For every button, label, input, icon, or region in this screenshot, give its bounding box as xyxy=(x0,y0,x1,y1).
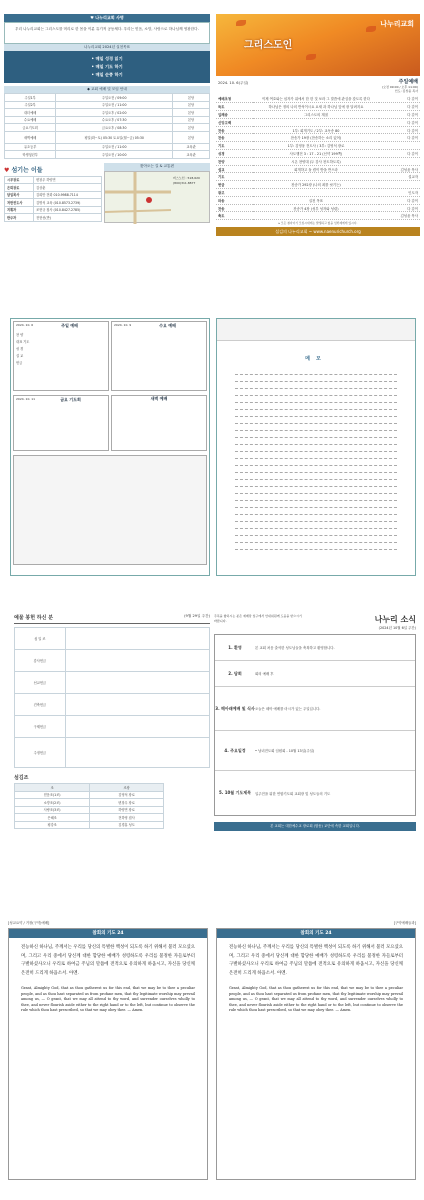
order-item-content: 그리스도의 계절 xyxy=(253,111,379,119)
table-row: 조 조장 xyxy=(15,784,164,792)
order-item-content: 1부: 김영웅 전도사 / 3부: 김영석 장로 xyxy=(253,142,379,150)
table-row: 소망조(2조) 변창우 장로 xyxy=(15,799,164,807)
mission-header: ♥ 나누리교회 사명 xyxy=(4,14,210,22)
memo-header-box xyxy=(217,319,415,341)
bulletin-date: 2024. 10. 6(주일) xyxy=(218,81,249,85)
staff-title: ♥ 섬기는 이들 xyxy=(4,166,43,174)
order-item-content xyxy=(253,189,379,197)
order-item-content: 회개하고 돌 켬이 받을 반으라 xyxy=(253,165,379,173)
order-item-label: 찬송 xyxy=(216,126,253,134)
table-row xyxy=(216,212,420,220)
footer-banner: 섬김의 나누리교회 ~ www.naenurichurch.org xyxy=(216,227,420,236)
table-row xyxy=(216,95,420,103)
duty-panel xyxy=(10,318,210,576)
list-item: 1. 환영 본 교회 처음 출석한 성도님들을 축복하고 환영합니다. xyxy=(215,635,415,661)
friday-duty: 2024. 10. 11 금요 기도회 xyxy=(13,395,109,451)
order-item-content: 1부: 회개기도 / 2부: 교독송 80 xyxy=(253,126,379,134)
order-item-leader: 설교자 xyxy=(379,173,420,181)
news-list xyxy=(214,634,416,816)
staff-table xyxy=(4,176,102,222)
order-item-leader: 다 같이 xyxy=(379,204,420,212)
order-item-leader: 다 같이 xyxy=(379,103,420,111)
table-row: 금요기도회 금요오후 / 08:30 본당 xyxy=(5,124,210,132)
prayer-title: 참회의 기도 24 xyxy=(217,929,415,938)
list-item: 2. 담회 회의 예배 후 xyxy=(215,661,415,687)
table-row: 믿음조(1조) 김영석 장로 xyxy=(15,791,164,799)
order-item-content xyxy=(253,118,379,126)
prayer-right-label: [구약예배들과] xyxy=(393,921,416,925)
order-item-label: 성경 xyxy=(216,150,253,158)
order-item-leader: 다 같이 xyxy=(379,126,420,134)
order-item-content xyxy=(253,173,379,181)
order-item-label: 독도 xyxy=(216,103,253,111)
order-item-label: 기도 xyxy=(216,173,253,181)
order-item-label: 기도 xyxy=(216,142,253,150)
order-item-label: 헌금 xyxy=(216,181,253,189)
table-row: 수요예배 수요오후 / 07:30 본당 xyxy=(5,116,210,124)
vision-item: • 매일 기도 하기 xyxy=(91,64,123,69)
table-row xyxy=(216,173,420,181)
list-item: 4. 주요일정 • 남녀전도회 임원회 - 10월 13일(주일) xyxy=(215,731,415,771)
order-item-leader: 다 같이 xyxy=(379,150,420,158)
bus-info: 버스노선 : 518,620 xyxy=(173,175,200,180)
table-row: 저반전도사 김명석 교육 (010.8573.2739) xyxy=(5,199,102,207)
news-footer: 본 교회는 대한예수교 장로회 (합동) 교단에 속한 교회입니다. xyxy=(214,822,416,831)
order-item-label: 신앙고백 xyxy=(216,118,253,126)
list-item: 3. 헤아래예배 및 식사 오늘은 헤아 예배를 마시가 있는 주일입니다. xyxy=(215,687,415,731)
table-row: 주정헌금 xyxy=(15,738,210,768)
prayer-left xyxy=(8,928,208,1180)
vision-item: • 매일 순종 하기 xyxy=(91,72,123,77)
prayer-korean: 전능하신 하나님, 주께서는 우리를 당신의 특별한 백성이 되도록 하기 위해서 불러 모으셨으며, 그리고 우리 중에서 당신께 대한 합당한 예배가 성령하도록 우리를 불정한 자들로부터 구별하셨사오니 우리로 하여금 주님의 말씀에 전적으로 유의하게 하옵시고, 자신을 당신께 온전히 드리게 하옵소서. 아멘. xyxy=(229,945,403,976)
order-item-content: 찬송가 4장 (성부 성자와 성령) xyxy=(253,204,379,212)
memo-lines xyxy=(217,362,415,556)
vision-list xyxy=(4,51,210,83)
order-item-label: 파송 xyxy=(216,196,253,204)
table-row: 담임목사 김희만 전화 010.9988.7114 xyxy=(5,191,102,199)
order-item-leader xyxy=(379,181,420,189)
bulletin-front xyxy=(0,0,424,300)
table-row: 건축헌금 xyxy=(15,694,210,716)
service-title: 주일예배 xyxy=(398,79,418,85)
order-item-label: 예배초청 xyxy=(216,95,253,103)
order-item-leader: 다 같이 xyxy=(379,196,420,204)
vision-header: 나누리교회 2024년 실천목표 xyxy=(4,44,210,51)
cover-banner xyxy=(216,14,420,76)
banner-title: 그리스도인 xyxy=(244,40,293,51)
order-item-leader: 다 같이 xyxy=(379,111,420,119)
duty-sheet xyxy=(0,300,424,600)
order-item-content: 찬송가 292장 (나의 죄를 씻기는) xyxy=(253,181,379,189)
order-item-label: 광고 xyxy=(216,189,253,197)
duty-grid xyxy=(13,455,207,565)
order-item-leader: 김성윤 목사 xyxy=(379,212,420,220)
table-row xyxy=(216,111,420,119)
right-column xyxy=(216,14,420,236)
offering-table xyxy=(14,627,210,768)
order-item-content: 실천 목표 xyxy=(253,196,379,204)
table-row: 주일2부 주일오전 / 11:00 본당 xyxy=(5,101,210,109)
offering-title: 예물 봉헌 하신 분 xyxy=(14,615,54,621)
vision-item: • 매일 성경 읽기 xyxy=(91,56,123,61)
news-sheet xyxy=(0,600,424,900)
news-title: 나누리 소식 xyxy=(374,615,416,624)
order-item-leader: 다 같이 xyxy=(379,95,420,103)
prayer-english: Grant, Almighty God, that as thou gatherest us for this end, that we may be to thee a peculiar people, and as thou hast separated us from profane men, that thy legitimate worship may prevail among us, — O grant, that we may all attend to thy word, and surrender ourselves wholly to thee, and never flourish aside either to the right hand or to the left, but continue to observe the rule which thou hast prescribed, so that we may obey thee. — Amen. xyxy=(229,986,403,1012)
prayer-right xyxy=(216,928,416,1180)
worship-table xyxy=(4,93,210,159)
table-row xyxy=(216,204,420,212)
table-row: 대더예배 주일오후 / 02:00 본당 xyxy=(5,109,210,117)
order-item-label: 설교 xyxy=(216,165,253,173)
table-row: 지휘자 조현규 집사 (010.8427.2785) xyxy=(5,206,102,214)
table-row xyxy=(216,142,420,150)
table-row xyxy=(216,118,420,126)
order-item-leader: 다 같이 xyxy=(379,134,420,142)
news-section xyxy=(214,614,416,831)
news-date: (2024년 10월 6일 주간) xyxy=(378,626,416,630)
service-time: (오전 09:00 / 오후 11:00) xyxy=(381,85,418,89)
order-item-leader xyxy=(379,157,420,165)
table-row: 구제헌금 xyxy=(15,716,210,738)
table-row xyxy=(216,103,420,111)
order-item-leader xyxy=(379,142,420,150)
table-row: 평강조 김경훈 성도 xyxy=(15,821,164,829)
order-of-worship xyxy=(216,95,420,220)
order-item-content: 하나님은 정의 나의 반석이시요 요새 과 하나님 앞에 장 달려지요 xyxy=(253,103,379,111)
order-item-content: 사도행전 3 : 17 - 21 (신약 199쪽) xyxy=(253,150,379,158)
prayer-sheet xyxy=(0,900,424,1200)
table-row: 선교헌금 xyxy=(15,672,210,694)
table-row xyxy=(216,165,420,173)
order-item-label: 축도 xyxy=(216,212,253,220)
table-row xyxy=(216,189,420,197)
table-row: 십 일 조 xyxy=(15,628,210,650)
table-row: 새벽예배 평일(화~토) 05:30 토요일(월~금) 05:30 본당 xyxy=(5,131,210,143)
church-map xyxy=(104,171,210,223)
table-row: 은퇴장로 김상춘 xyxy=(5,184,102,192)
dawn-duty: 새벽 예배 xyxy=(111,395,207,451)
left-column xyxy=(4,14,210,223)
offering-section xyxy=(14,614,210,829)
table-row xyxy=(216,134,420,142)
table-row xyxy=(216,126,420,134)
order-item-leader: 다 같이 xyxy=(379,118,420,126)
table-row xyxy=(216,196,420,204)
phone-info: (800)311.8877 xyxy=(173,180,196,185)
table-row: 주일1부 주일오전 / 09:00 본당 xyxy=(5,94,210,102)
order-item-label: 찬양 xyxy=(216,157,253,165)
table-row: 은혜조 전하영 집사 xyxy=(15,814,164,822)
order-item-leader: 인도자 xyxy=(379,189,420,197)
mission-text: 우리 나누리교회는 그리스도를 머리로 한 몸을 이룬 유기적 공동체다. 우리는 믿음, 소망, 사랑으로 하나님께 영광한다. xyxy=(4,22,210,44)
list-item: 5. 10월 기도제목 일주전을 위한 연합기도회 교회장 및 성도들의 기도 xyxy=(219,790,331,796)
order-item-label: 찬송 xyxy=(216,134,253,142)
table-row xyxy=(216,157,420,165)
serve-title: 섬김조 xyxy=(14,775,29,781)
order-item-content: 찬송가 19장 (찬송하는 소리 있어) xyxy=(253,134,379,142)
map-icon xyxy=(105,172,171,224)
church-logo: 나누리교회 xyxy=(380,20,414,28)
worship-header: ◆ 교회 예배 및 모임 안내 xyxy=(4,86,210,93)
table-row: 반주자 전현선(반) xyxy=(5,214,102,222)
memo-title: 메모 xyxy=(305,356,327,362)
prayer-korean: 전능하신 하나님, 주께서는 우리를 당신의 특별한 백성이 되도록 하기 위해서 불러 모으셨으며, 그리고 우리 중에서 당신께 대한 합당한 예배가 성령하도록 우리를 불정한 자들로부터 구별하셨사오니 우리로 하여금 주님의 말씀에 전적으로 유의하게 하옵시고, 자신을 당신께 온전히 드리게 하옵소서. 아멘. xyxy=(21,945,195,976)
table-row: 사랑조(3조) 하양연 장로 xyxy=(15,806,164,814)
table-row xyxy=(216,181,420,189)
map-title: 찾아오는 길 & 교통편 xyxy=(104,163,210,171)
order-note: ▸ 모든 철자이기 모임시대에는 발생하고 없을 입학제에게 있시다. xyxy=(278,221,358,226)
order-item-content: 시온 찬양대 (두 감사 찬트하도록) xyxy=(253,157,379,165)
table-row: 학생청년부 주일오전 / 10:00 교육관 xyxy=(5,151,210,159)
wednesday-duty: 2024. 10. 9 수요 예배 xyxy=(111,321,207,391)
sunday-duty: 2024. 10. 6 주일 예배 찬 양 대표 기도 성 경 설 교 헌금 xyxy=(13,321,109,391)
order-item-leader: 김성윤 목사 xyxy=(379,165,420,173)
table-row xyxy=(216,150,420,158)
table-row: 감사헌금 xyxy=(15,650,210,672)
order-item-label: 입례송 xyxy=(216,111,253,119)
table-row: 시무장로 변창우 하양연 xyxy=(5,176,102,184)
order-item-content xyxy=(253,212,379,220)
offering-date: (9월 29일 주간) xyxy=(184,614,210,618)
heart-icon: ♥ xyxy=(4,166,12,174)
news-intro: 주목을 향하시는 분은 예배당 입구에서 안내위원께 도움을 받으시기 바랍니다. xyxy=(214,614,302,623)
prayer-left-label: [성교요약 / 거장(구약)예배] xyxy=(8,921,50,925)
service-leader: 인도: 김상윤 목사 xyxy=(394,89,418,93)
prayer-title: 참회의 기도 24 xyxy=(9,929,207,938)
order-item-content: 이제 여호와는 십자가 위에서 한 한 것 보라 그 말씀에 관심을 갖도록 한다 xyxy=(253,95,379,103)
serve-table xyxy=(14,783,164,829)
table-row: 유초등부 주일오전 / 11:00 교육관 xyxy=(5,143,210,151)
memo-panel xyxy=(216,318,416,576)
order-item-label: 찬송 xyxy=(216,204,253,212)
prayer-english: Grant, Almighty God, that as thou gatherest us for this end, that we may be to thee a peculiar people, and as thou hast separated us from profane men, that thy legitimate worship may prevail among us, — O grant, that we may all attend to thy word, and surrender ourselves wholly to thee, and never flourish aside either to the right hand or to the left, but continue to observe the rule which thou hast prescribed, so that we may obey thee. — Amen. xyxy=(21,986,195,1012)
